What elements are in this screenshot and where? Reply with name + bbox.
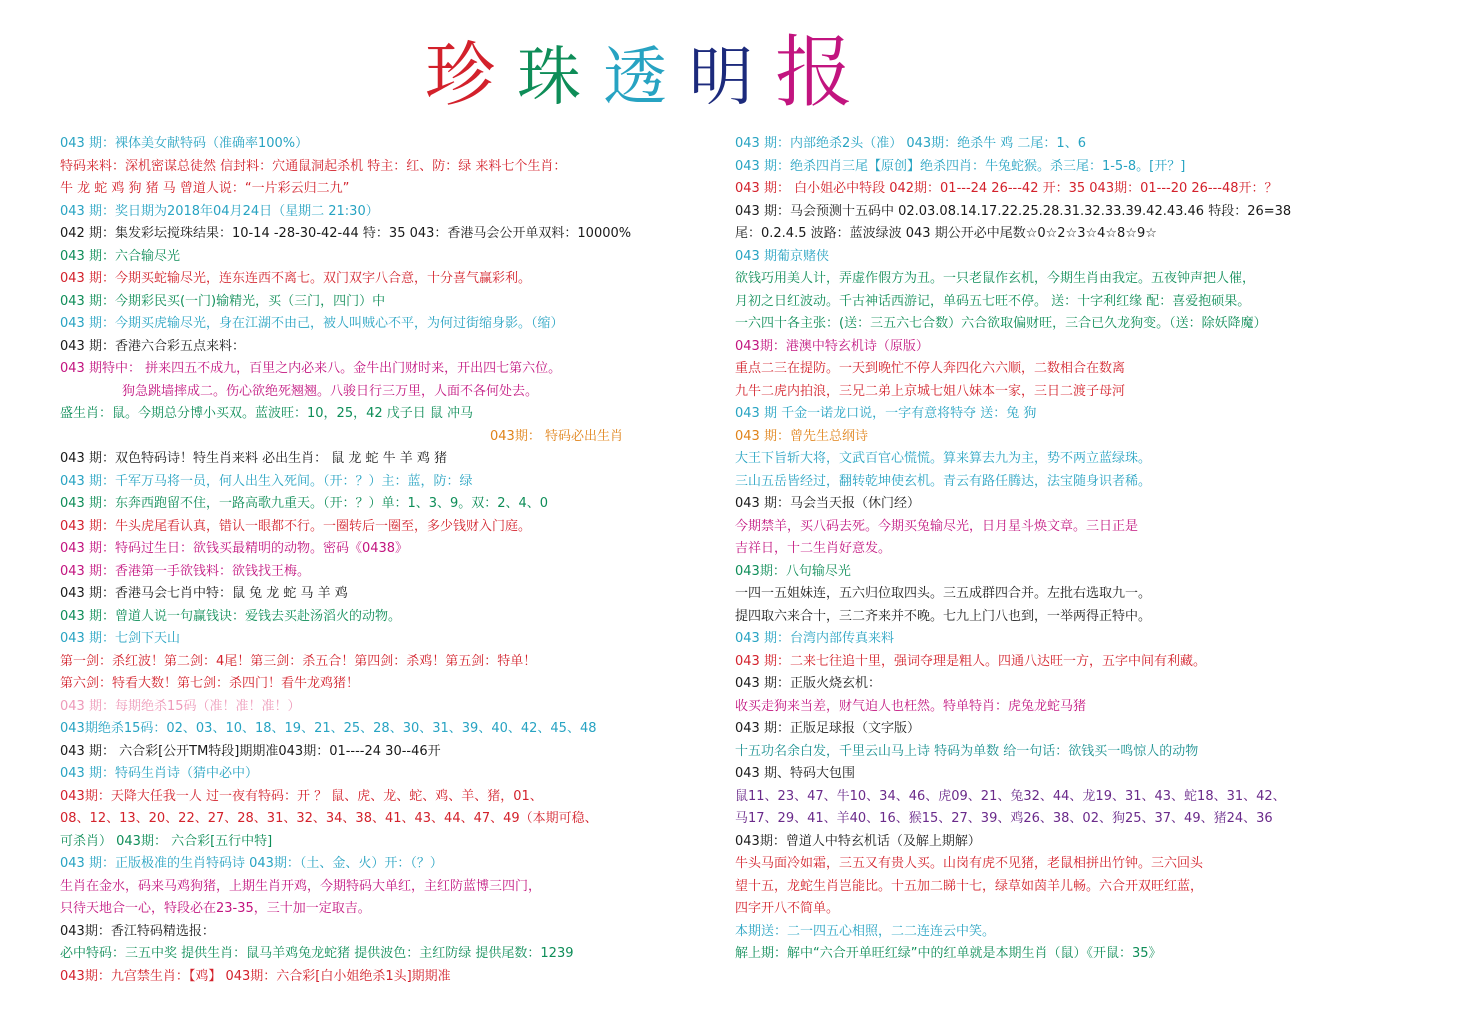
- text-line: 第一剑：杀红波！第二剑：4尾！第三剑：杀五合！第四剑：杀鸡！第五剑：特单！: [60, 653, 537, 669]
- text-line: 043 期：六合输尽光: [60, 248, 180, 264]
- text-line: 牛 龙 蛇 鸡 狗 猪 马 曾道人说：“一片彩云归二九”: [60, 181, 350, 196]
- text-line: 043 期：今期买蛇输尽光，连东连西不离七。双门双字八合意，十分喜气赢彩利。: [60, 271, 531, 286]
- text-line: 043 期：马会预测十五码中 02.03.08.14.17.22.25.28.31.32.33.39.42.43.46 特段：26=38: [735, 203, 1292, 219]
- text-line: 十五功名余白发，千里云山马上诗 特码为单数 给一句话：欲钱买一鸣惊人的动物: [735, 743, 1199, 759]
- text-line: 必中特码：三五中奖 提供生肖：鼠马羊鸡兔龙蛇猪 提供波色：主红防绿 提供尾数：1239: [60, 946, 574, 961]
- text-line: 一六四十各主张：(送：三五六七合数）六合欲取偏财旺，三合已久龙狗变。（送：除妖降魔）: [735, 316, 1267, 331]
- text-line: 043 期：正版极准的生肖特码诗 043期：（土、金、火）开：（？）: [60, 856, 443, 871]
- text-line: 043 期：曾道人说一句赢钱诀：爱钱去买赴汤滔火的动物。: [60, 608, 401, 624]
- text-line: 043 期：东奔西跑留不住，一路高歌九重天。（开：？）单：1、3、9。双：2、4、0: [60, 496, 549, 511]
- text-line: 043 期：千军万马将一员，何人出生入死间。（开：？）主：蓝，防：绿: [60, 473, 473, 489]
- text-line: 马17、29、41、羊40、16、猴15、27、39、鸡26、38、02、狗25、37、49、猪24、36: [735, 811, 1273, 826]
- text-line: 043期：八句输尽光: [735, 563, 851, 579]
- masthead-title: [425, 28, 945, 118]
- text-line: 一四一五姐妹连，五六归位取四头。三五成群四合并。左批右选取九一。: [735, 586, 1152, 601]
- text-line: 08、12、13、20、22、27、28、31、32、34、38、41、43、44、47、49（本期可稳、: [60, 811, 598, 826]
- text-line: 解上期：解中“六合开单旺红绿”中的红单就是本期生肖（鼠）《开鼠：35》: [735, 946, 1162, 961]
- masthead-char: 透: [603, 41, 667, 115]
- masthead-char: 报: [775, 28, 854, 118]
- text-line: 043期绝杀15码：02、03、10、18、19、21、25、28、30、31、39、40、42、45、48: [60, 721, 597, 736]
- text-line: 043 期：曾先生总纲诗: [735, 428, 868, 444]
- text-line: 鼠11、23、47、牛10、34、46、虎09、21、兔32、44、龙19、31、43、蛇18、31、42、: [735, 788, 1286, 804]
- text-line: 043 期：特码生肖诗（猜中必中）: [60, 766, 258, 781]
- text-line: 重点二三在提防。一天到晚忙不停人奔四化六六顺，二数相合在数离: [735, 361, 1126, 376]
- text-line: 043 期葡京赌侠: [735, 248, 829, 264]
- text-line: 043期：九宫禁生肖：【鸡】 043期：六合彩[白小姐绝杀1头]期期准: [60, 968, 451, 984]
- text-line: 043 期：马会当天报（休门经）: [735, 496, 920, 511]
- right-column: [735, 133, 1407, 978]
- masthead-char: 珠: [517, 41, 581, 115]
- text-line: 只待天地合一心，特段必在23-35，三十加一定取吉。: [60, 901, 371, 916]
- text-line: 043 期 千金一诺龙口说，一字有意将特夺 送：兔 狗: [735, 406, 1037, 421]
- text-line: 吉祥日，十二生肖好意发。: [735, 541, 892, 556]
- text-line: 043 期：内部绝杀2头（准） 043期：绝杀牛 鸡 二尾：1、6: [735, 136, 1086, 151]
- text-line: 043期：曾道人中特玄机话（及解上期解）: [735, 833, 981, 849]
- text-line: 尾：0.2.4.5 波路：蓝波绿波 043 期公开必中尾数☆0☆2☆3☆4☆8☆9☆: [735, 226, 1157, 241]
- text-line: 牛头马面冷如霜，三五又有贵人买。山岗有虎不见猪，老鼠相拼出竹钟。三六回头: [735, 856, 1204, 871]
- text-line: 望十五，龙蛇生肖岂能比。十五加二睇十七，绿草如茵羊儿畅。六合开双旺红蓝，: [735, 878, 1204, 894]
- text-line: 043 期：台湾内部传真来料: [735, 631, 894, 646]
- text-line: 043 期：双色特码诗！特生肖来料 必出生肖： 鼠 龙 蛇 牛 羊 鸡 猪: [60, 451, 448, 466]
- left-column: [60, 133, 728, 984]
- text-line: 043期：天降大任我一人 过一夜有特码：开 ？ 鼠、虎、龙、蛇、鸡、羊、猪，01、: [60, 788, 543, 804]
- masthead-char: 珍: [425, 34, 495, 116]
- text-line: 043 期：今期彩民买(一门)输精光，买（三门，四门）中: [60, 293, 386, 309]
- text-line: 043期：港澳中特玄机诗（原版）: [735, 338, 929, 354]
- text-line: 043 期：正版火烧玄机：: [735, 676, 881, 691]
- text-line: 043 期：裸体美女献特码（准确率100%）: [60, 136, 309, 151]
- text-line: 盛生肖：鼠。今期总分博小买双。蓝波旺：10，25，42 戊子日 鼠 冲马: [60, 406, 474, 421]
- text-line: 043 期：香港六合彩五点来料：: [60, 338, 245, 354]
- text-line: 狗急跳墙摔成二。伤心欲绝死翘翘。八骏日行三万里，人面不各何处去。: [122, 383, 539, 399]
- text-line: 043 期： 六合彩[公开TM特段]期期准043期：01----24 30--46开: [60, 743, 441, 759]
- text-line: 可杀肖） 043期： 六合彩[五行中特]: [60, 833, 273, 849]
- text-line: 043 期特中： 拼来四五不成九，百里之内必来八。金牛出门财时来，开出四七第六位。: [60, 361, 562, 376]
- text-line: 043 期、特码大包围: [735, 766, 855, 781]
- text-line: 提四取六来合十，三二齐来并不晚。七九上门八也到，一举两得正特中。: [735, 608, 1152, 624]
- text-line: 本期送：二一四五心相照，二二连连云中笑。: [735, 923, 996, 939]
- text-line: 第六剑：特看大数！第七剑：杀四门！看牛龙鸡猪！: [60, 676, 360, 691]
- text-line: 043期： 特码必出生肖: [490, 428, 623, 444]
- text-line: 043 期：牛头虎尾看认真，错认一眼都不行。一圈转后一圈至，多少钱财入门庭。: [60, 518, 531, 534]
- masthead-char: 明: [689, 41, 753, 115]
- text-line: 三山五岳皆经过，翻转乾坤使玄机。青云有路任腾达，法宝随身识者稀。: [735, 473, 1152, 489]
- text-line: 今期禁羊，买八码去死。今期买兔输尽光，日月星斗焕文章。三日正是: [735, 518, 1139, 534]
- text-line: 043 期：七剑下天山: [60, 631, 180, 646]
- text-line: 043期：香江特码精选报：: [60, 923, 215, 939]
- text-line: 大王下旨斩大将，文武百官心慌慌。算来算去九为主，势不两立蓝绿珠。: [735, 451, 1152, 466]
- text-line: 043 期：今期买虎输尽光，身在江湖不由己，被人叫贼心不平，为何过街缩身影。（缩）: [60, 316, 564, 331]
- text-line: 特码来料：深机密谋总徒然 信封料：穴通鼠洞起杀机 特主：红、防：绿 来料七个生肖：: [60, 158, 567, 174]
- text-line: 043 期：特码过生日：欲钱买最精明的动物。密码《0438》: [60, 541, 409, 556]
- text-line: 九牛二虎内拍浪，三兄二弟上京城七姐八妹本一家，三日二渡子母河: [735, 383, 1126, 399]
- text-line: 043 期：香港马会七肖中特：鼠 兔 龙 蛇 马 羊 鸡: [60, 586, 348, 601]
- text-line: 生肖在金水，码来马鸡狗猪，上期生肖开鸡，今期特码大单红，主红防蓝博三四门，: [60, 878, 542, 894]
- text-line: 四字开八不简单。: [735, 901, 840, 916]
- text-line: 043 期：二来七往追十里，强词夺理是粗人。四通八达旺一方，五字中间有利藏。: [735, 653, 1206, 669]
- text-line: 欲钱巧用美人计，弄虚作假方为丑。一只老鼠作玄机，今期生肖由我定。五夜钟声把人催，: [735, 271, 1256, 286]
- text-line: 043 期：每期绝杀15码（准！准！准！）: [60, 698, 301, 714]
- text-line: 043 期： 白小姐必中特段 042期：01---24 26---42 开：35 043期：01---20 26---48开：？: [735, 181, 1278, 196]
- text-line: 043 期：奖日期为2018年04月24日（星期二 21:30）: [60, 203, 379, 219]
- text-line: 收买走狗来当差，财气迫人也枉然。特单特肖：虎兔龙蛇马猪: [735, 698, 1087, 714]
- text-line: 042 期：集发彩坛搅珠结果：10-14 -28-30-42-44 特：35 043：香港马会公开单双料：10000%: [60, 226, 632, 241]
- text-line: 043 期：绝杀四肖三尾【原创】绝杀四肖：牛兔蛇猴。杀三尾：1-5-8。[开？]: [735, 158, 1186, 174]
- text-line: 月初之日红波动。千古神话西游记，单码五七旺不停。 送：十字利红缘 配：喜爱抱硕果。: [735, 293, 1251, 309]
- text-line: 043 期：香港第一手欲钱料：欲钱找王梅。: [60, 563, 310, 579]
- text-line: 043 期：正版足球报（文字版）: [735, 721, 920, 736]
